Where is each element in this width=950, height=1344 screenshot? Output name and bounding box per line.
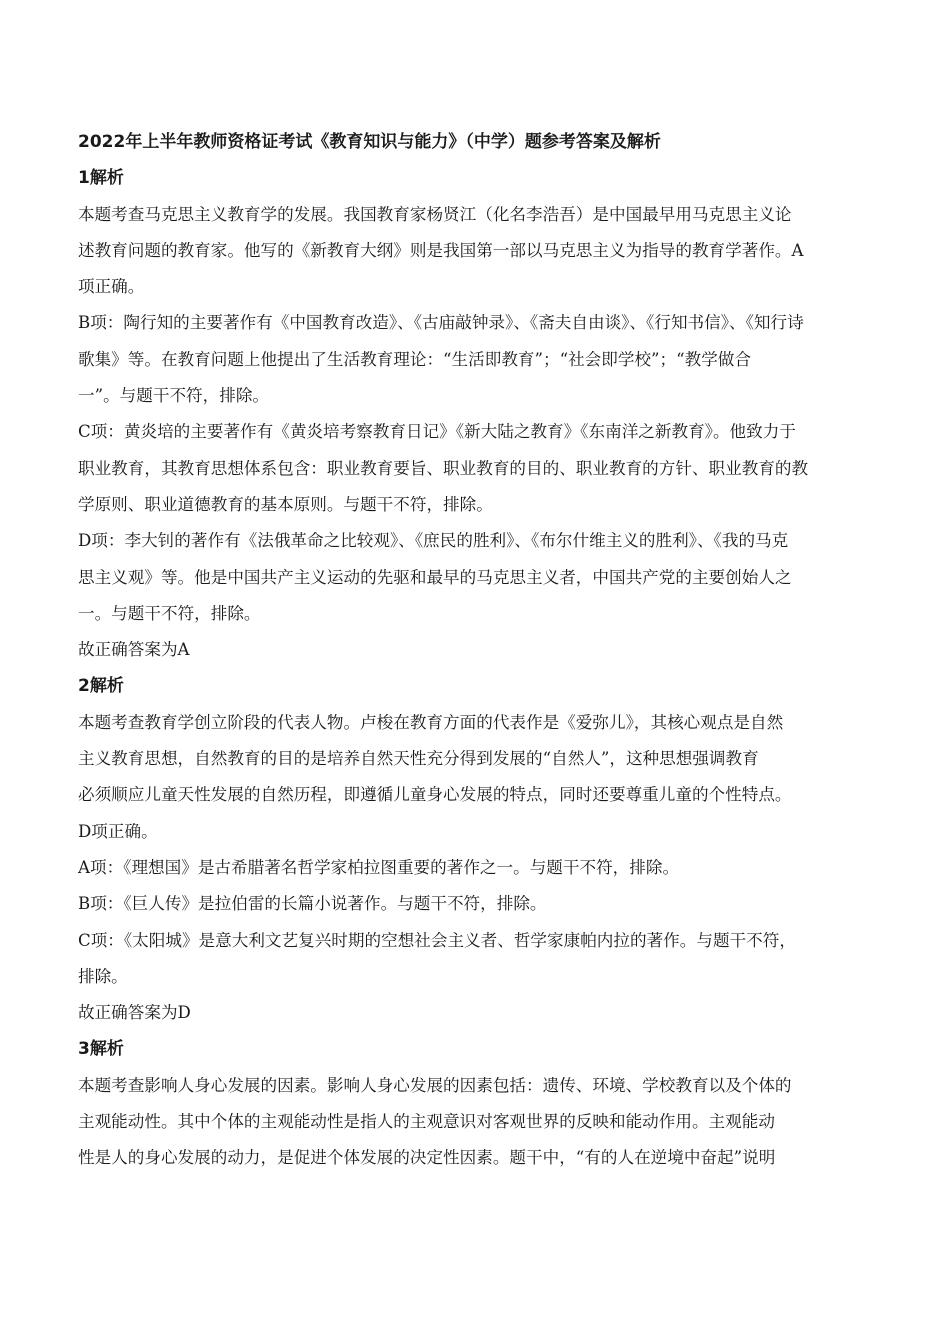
paragraph-line: D项正确。 [78, 821, 158, 841]
section-2-heading: 2解析 [78, 676, 124, 697]
paragraph-line: 一。与题干不符，排除。 [78, 603, 261, 623]
document-title: 2022年上半年教师资格证考试《教育知识与能力》（中学）题参考答案及解析 [78, 132, 661, 152]
answer-line: 故正确答案为D [78, 1003, 191, 1023]
paragraph-line: C项：《太阳城》是意大利文艺复兴时期的空想社会主义者、哲学家康帕内拉的著作。与题干不符， [78, 930, 796, 950]
section-1-heading: 1解析 [78, 168, 124, 189]
section-3-body [78, 1068, 882, 1177]
paragraph-line: 本题考查马克思主义教育学的发展。我国教育家杨贤江（化名李浩吾）是中国最早用马克思主义论 [78, 204, 792, 224]
paragraph-line: 排除。 [78, 966, 128, 986]
paragraph-line: D项：李大钊的著作有《法俄革命之比较观》、《庶民的胜利》、《布尔什维主义的胜利》、《我的马克 [78, 531, 789, 551]
paragraph-line: 本题考查影响人身心发展的因素。影响人身心发展的因素包括：遗传、环境、学校教育以及个体的 [78, 1075, 792, 1095]
paragraph-line: 一”。与题干不符，排除。 [78, 386, 270, 406]
paragraph-line: 项正确。 [78, 277, 145, 297]
paragraph-line: A项：《理想国》是古希腊著名哲学家柏拉图重要的著作之一。与题干不符，排除。 [78, 857, 680, 877]
paragraph-line: C项：黄炎培的主要著作有《黄炎培考察教育日记》《新大陆之教育》《东南洋之新教育》。他致力于 [78, 422, 796, 442]
paragraph-line: 必须顺应儿童天性发展的自然历程，即遵循儿童身心发展的特点，同时还要尊重儿童的个性特点。 [78, 785, 792, 805]
answer-line: 故正确答案为A [78, 640, 190, 660]
paragraph-line: 主义教育思想，自然教育的目的是培养自然天性充分得到发展的“自然人”，这种思想强调教育 [78, 749, 759, 769]
paragraph-line: 学原则、职业道德教育的基本原则。与题干不符，排除。 [78, 494, 493, 514]
section-3-heading: 3解析 [78, 1039, 124, 1060]
paragraph-line: B项：陶行知的主要著作有《中国教育改造》、《古庙敲钟录》、《斋夫自由谈》、《行知书信》、《知行诗 [78, 313, 804, 333]
paragraph-line: 歌集》等。在教育问题上他提出了生活教育理论：“生活即教育”；“社会即学校”；“教学做合 [78, 349, 751, 369]
paragraph-line: 职业教育，其教育思想体系包含：职业教育要旨、职业教育的目的、职业教育的方针、职业教育的教 [78, 458, 809, 478]
document-page [78, 124, 882, 1177]
paragraph-line: 述教育问题的教育家。他写的《新教育大纲》则是我国第一部以马克思主义为指导的教育学著作。A [78, 240, 804, 260]
paragraph-line: 本题考查教育学创立阶段的代表人物。卢梭在教育方面的代表作是《爱弥儿》，其核心观点是自然 [78, 712, 784, 732]
section-1-body [78, 197, 882, 669]
paragraph-line: 主观能动性。其中个体的主观能动性是指人的主观意识对客观世界的反映和能动作用。主观能动 [78, 1112, 775, 1132]
paragraph-line: B项：《巨人传》是拉伯雷的长篇小说著作。与题干不符，排除。 [78, 894, 547, 914]
paragraph-line: 思主义观》等。他是中国共产主义运动的先驱和最早的马克思主义者，中国共产党的主要创始人之 [78, 567, 792, 587]
section-2-body [78, 705, 882, 1032]
paragraph-line: 性是人的身心发展的动力，是促进个体发展的决定性因素。题干中，“有的人在逆境中奋起”说明 [78, 1148, 776, 1168]
